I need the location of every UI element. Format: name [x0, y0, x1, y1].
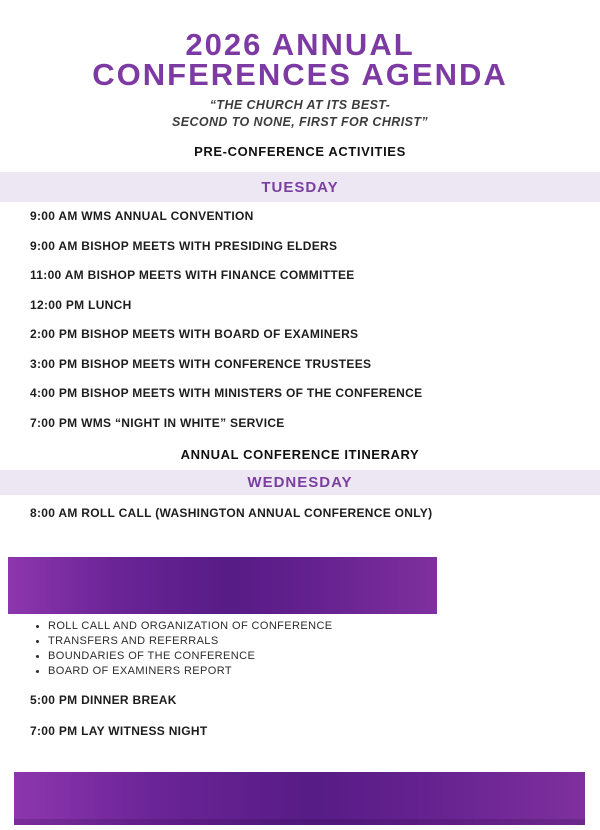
tagline: [0, 97, 600, 131]
agenda-item: 3:00 PM BISHOP MEETS WITH CONFERENCE TRUSTEES: [30, 356, 372, 371]
agenda-item: 8:00 AM ROLL CALL (WASHINGTON ANNUAL CONFERENCE ONLY): [30, 505, 433, 520]
agenda-item: 7:00 PM LAY WITNESS NIGHT: [30, 723, 208, 738]
agenda-page: [0, 27, 600, 830]
agenda-item: 11:00 AM BISHOP MEETS WITH FINANCE COMMITTEE: [30, 268, 355, 282]
redaction-block-2: [14, 772, 585, 825]
bullet-item: • BOARD OF EXAMINERS REPORT: [48, 664, 600, 679]
day-bar-tuesday-label: TUESDAY: [261, 178, 339, 196]
tuesday-agenda-list: [0, 210, 600, 430]
agenda-item: 2:00 PM BISHOP MEETS WITH BOARD OF EXAMINERS: [30, 327, 359, 341]
day-bar-wednesday: [0, 470, 600, 495]
agenda-item: 9:00 AM BISHOP MEETS WITH PRESIDING ELDERS: [30, 238, 338, 253]
section-header-itinerary: ANNUAL CONFERENCE ITINERARY: [180, 446, 420, 462]
page-title-line2: CONFERENCES AGENDA: [92, 57, 508, 92]
redaction-block-1: [8, 557, 437, 614]
agenda-item: 9:00 AM WMS ANNUAL CONVENTION: [30, 209, 254, 223]
day-bar-wednesday-label: WEDNESDAY: [247, 473, 353, 491]
page-title-line1: 2026 ANNUAL: [185, 27, 415, 62]
page-title: [0, 27, 600, 92]
bullet-item: • TRANSFERS AND REFERRALS: [48, 634, 600, 649]
tagline-line2: SECOND TO NONE, FIRST FOR CHRIST”: [171, 115, 429, 129]
tagline-line1: “THE CHURCH AT ITS BEST-: [209, 98, 391, 112]
section-header-pre-conference: PRE-CONFERENCE ACTIVITIES: [194, 144, 406, 159]
bullet-item: • BOUNDARIES OF THE CONFERENCE: [48, 649, 600, 664]
day-bar-tuesday: [0, 172, 600, 202]
bullet-item: • ROLL CALL AND ORGANIZATION OF CONFERENCE: [48, 619, 600, 634]
agenda-item: 7:00 PM WMS “NIGHT IN WHITE” SERVICE: [30, 415, 285, 430]
agenda-item: 5:00 PM DINNER BREAK: [30, 692, 177, 707]
business-session-bullet-list: [0, 619, 600, 679]
agenda-item: 12:00 PM LUNCH: [30, 297, 132, 312]
agenda-item: 4:00 PM BISHOP MEETS WITH MINISTERS OF THE CONFERENCE: [30, 386, 423, 400]
